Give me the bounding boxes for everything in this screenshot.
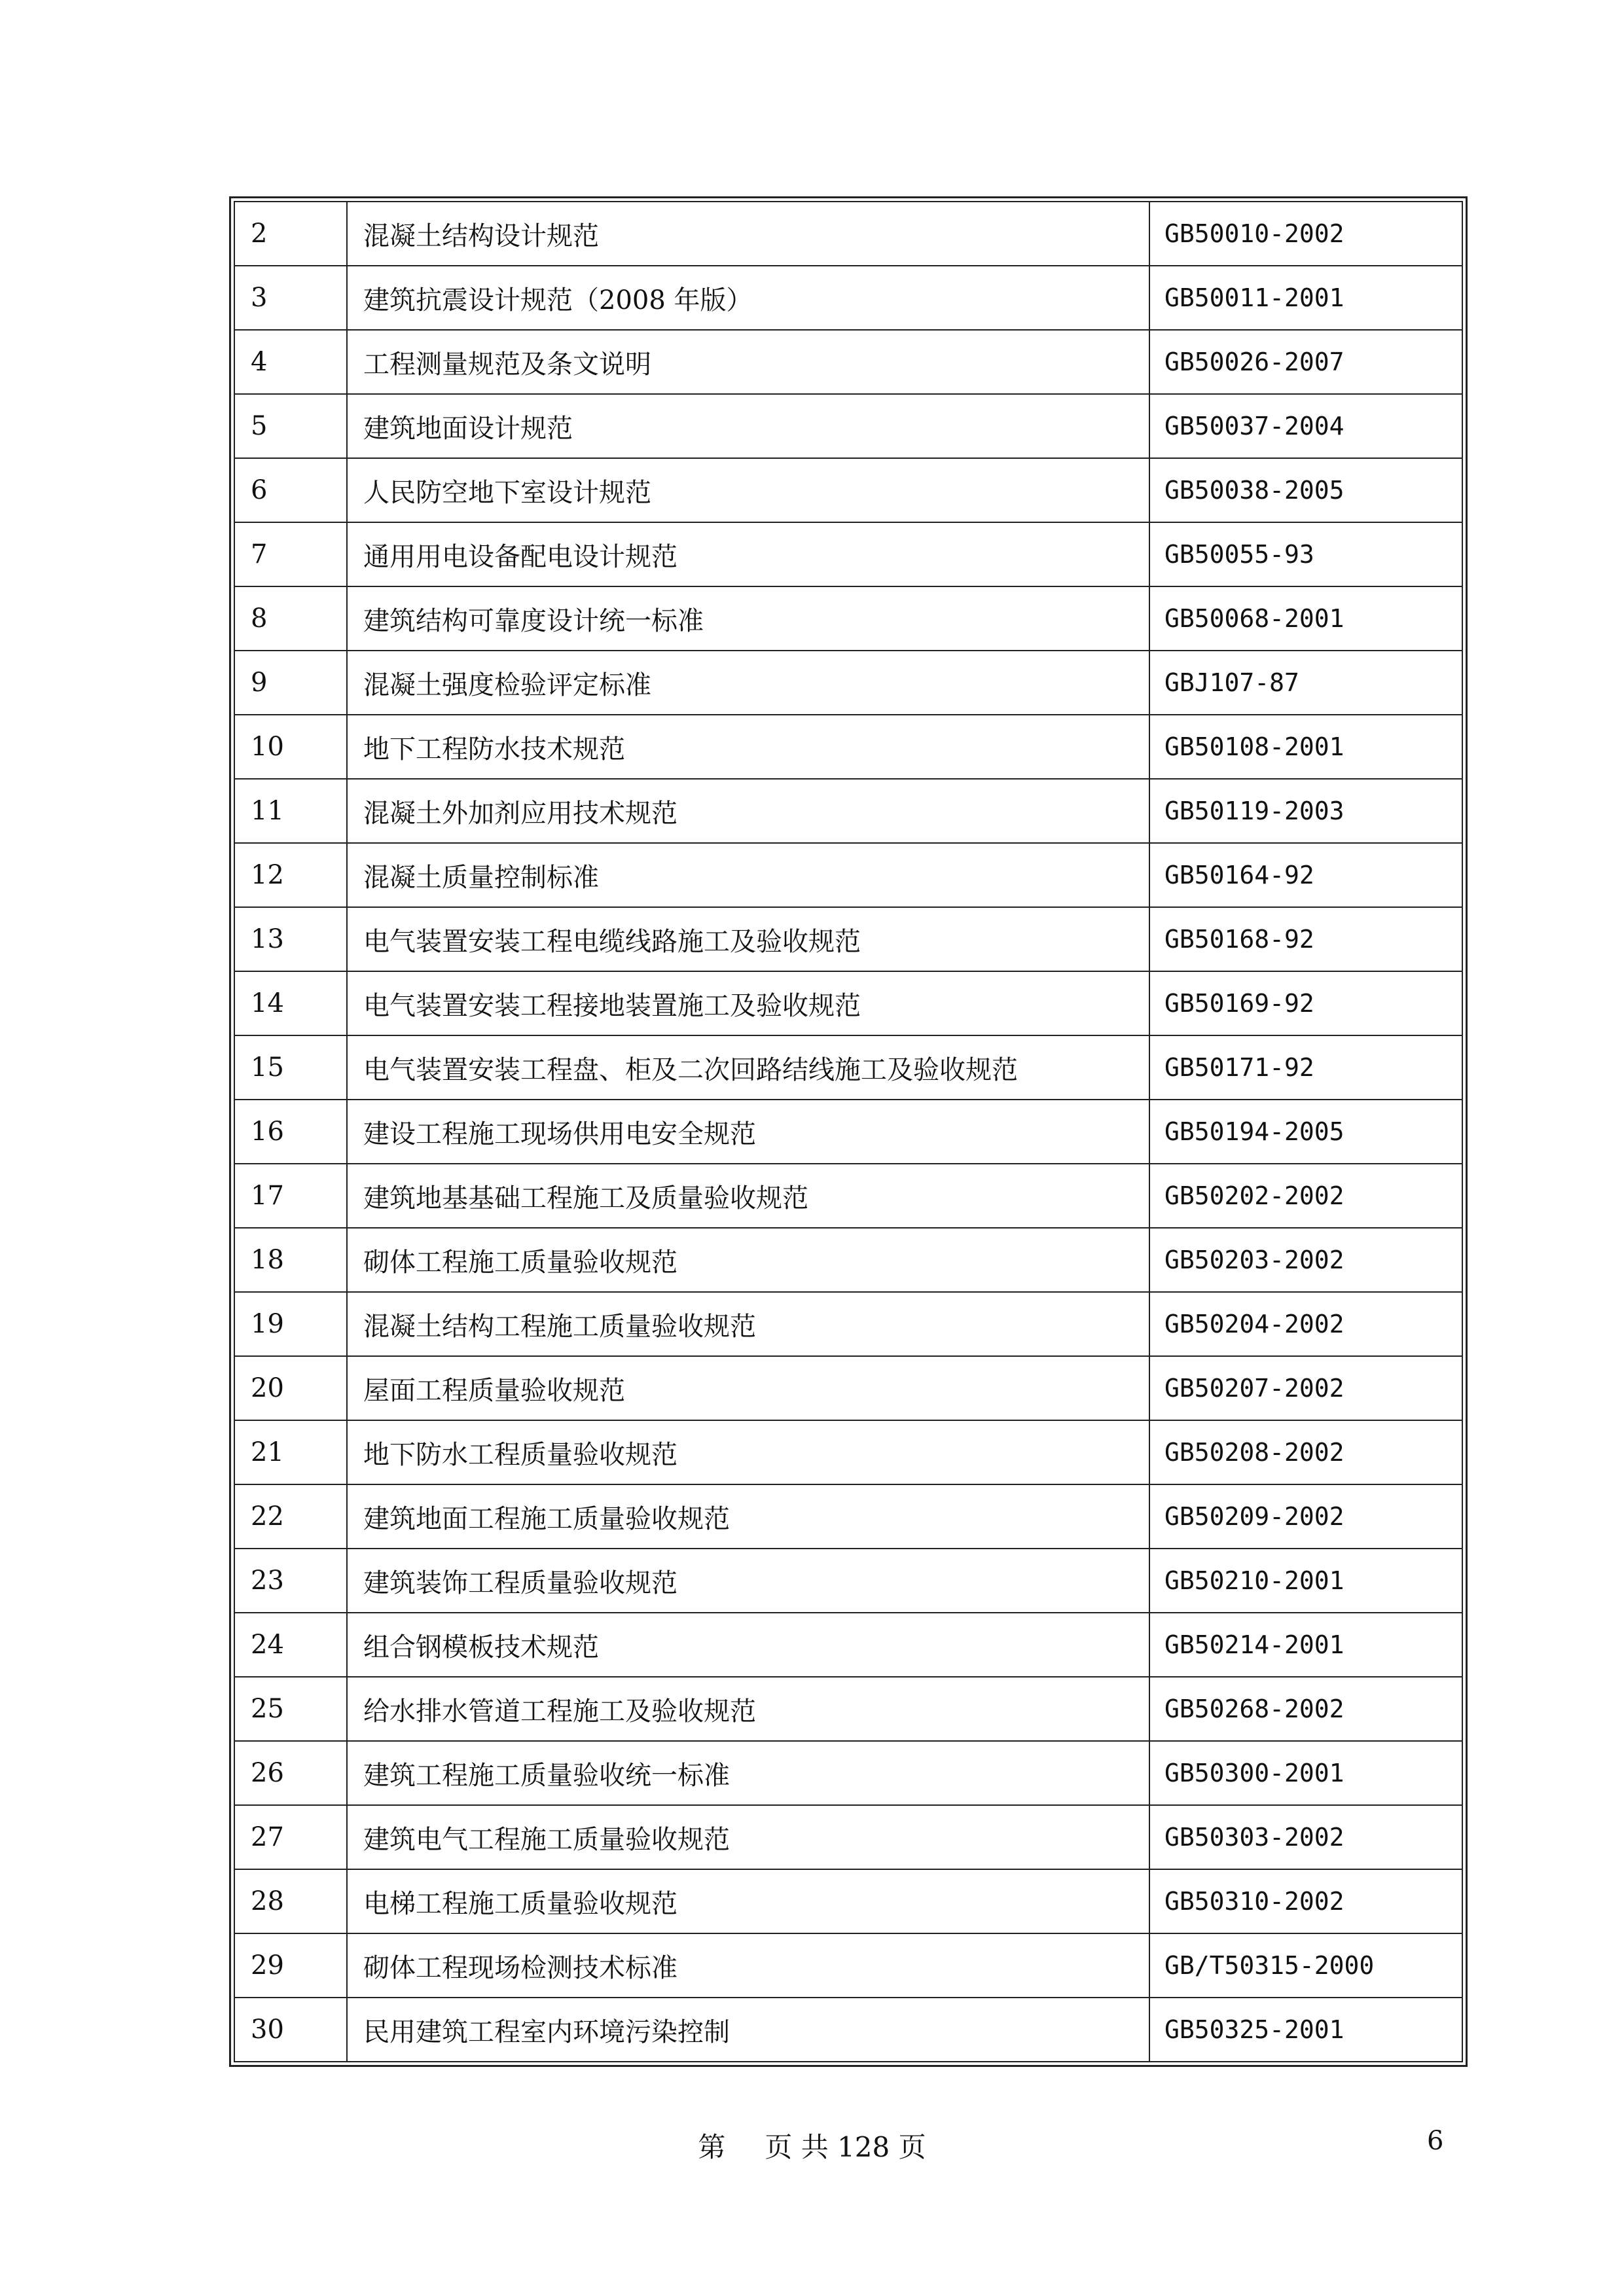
standard-code-cell: GB50055-93 [1149, 522, 1462, 586]
standard-code-cell: GB50310-2002 [1149, 1869, 1462, 1933]
standard-code-cell: GB50204-2002 [1149, 1292, 1462, 1356]
row-number-cell: 9 [234, 651, 347, 715]
standard-code-cell: GB50194-2005 [1149, 1100, 1462, 1164]
row-number-cell: 19 [234, 1292, 347, 1356]
table-row [234, 1228, 1462, 1292]
standard-name-cell: 建筑电气工程施工质量验收规范 [347, 1805, 1149, 1869]
standard-code-cell: GB50119-2003 [1149, 779, 1462, 843]
standard-code-cell: GB50038-2005 [1149, 458, 1462, 522]
page-footer [0, 2126, 1624, 2165]
row-number-cell: 25 [234, 1677, 347, 1741]
standard-name-cell: 混凝土质量控制标准 [347, 843, 1149, 907]
table-row [234, 586, 1462, 651]
table-row [234, 651, 1462, 715]
standard-name-cell: 砌体工程现场检测技术标准 [347, 1933, 1149, 1998]
standard-code-cell: GB50303-2002 [1149, 1805, 1462, 1869]
table-row [234, 1356, 1462, 1420]
standard-code-cell: GB50169-92 [1149, 971, 1462, 1035]
standard-name-cell: 建筑结构可靠度设计统一标准 [347, 586, 1149, 651]
standard-code-cell: GB50068-2001 [1149, 586, 1462, 651]
table-row [234, 1164, 1462, 1228]
row-number-cell: 23 [234, 1549, 347, 1613]
table-row [234, 1420, 1462, 1484]
standard-code-cell: GB50171-92 [1149, 1035, 1462, 1100]
row-number-cell: 29 [234, 1933, 347, 1998]
standard-name-cell: 地下工程防水技术规范 [347, 715, 1149, 779]
standard-name-cell: 电气装置安装工程盘、柜及二次回路结线施工及验收规范 [347, 1035, 1149, 1100]
table-row [234, 715, 1462, 779]
standard-code-cell: GB50010-2002 [1149, 202, 1462, 266]
row-number-cell: 26 [234, 1741, 347, 1805]
standard-name-cell: 建设工程施工现场供用电安全规范 [347, 1100, 1149, 1164]
standard-name-cell: 给水排水管道工程施工及验收规范 [347, 1677, 1149, 1741]
table-row [234, 330, 1462, 394]
standard-code-cell: GB50026-2007 [1149, 330, 1462, 394]
table-row [234, 843, 1462, 907]
standard-code-cell: GB50214-2001 [1149, 1613, 1462, 1677]
table-row [234, 1292, 1462, 1356]
row-number-cell: 27 [234, 1805, 347, 1869]
row-number-cell: 8 [234, 586, 347, 651]
table-row [234, 522, 1462, 586]
table-row [234, 1484, 1462, 1549]
standard-name-cell: 建筑地基基础工程施工及质量验收规范 [347, 1164, 1149, 1228]
standard-code-cell: GB50325-2001 [1149, 1998, 1462, 2062]
standard-code-cell: GB50203-2002 [1149, 1228, 1462, 1292]
standard-name-cell: 电气装置安装工程电缆线路施工及验收规范 [347, 907, 1149, 971]
row-number-cell: 17 [234, 1164, 347, 1228]
standard-name-cell: 民用建筑工程室内环境污染控制 [347, 1998, 1149, 2062]
table-row [234, 1549, 1462, 1613]
standard-name-cell: 组合钢模板技术规范 [347, 1613, 1149, 1677]
row-number-cell: 10 [234, 715, 347, 779]
standard-name-cell: 屋面工程质量验收规范 [347, 1356, 1149, 1420]
table-row [234, 1677, 1462, 1741]
standard-name-cell: 电气装置安装工程接地装置施工及验收规范 [347, 971, 1149, 1035]
row-number-cell: 20 [234, 1356, 347, 1420]
row-number-cell: 28 [234, 1869, 347, 1933]
standard-code-cell: GB50037-2004 [1149, 394, 1462, 458]
standards-table [234, 201, 1463, 2062]
row-number-cell: 13 [234, 907, 347, 971]
row-number-cell: 12 [234, 843, 347, 907]
table-row [234, 779, 1462, 843]
standard-name-cell: 砌体工程施工质量验收规范 [347, 1228, 1149, 1292]
standard-code-cell: GB50207-2002 [1149, 1356, 1462, 1420]
standard-code-cell: GBJ107-87 [1149, 651, 1462, 715]
standards-table-frame [229, 196, 1468, 2067]
row-number-cell: 30 [234, 1998, 347, 2062]
standard-name-cell: 混凝土结构设计规范 [347, 202, 1149, 266]
standard-code-cell: GB50011-2001 [1149, 266, 1462, 330]
standard-name-cell: 建筑地面设计规范 [347, 394, 1149, 458]
table-row [234, 266, 1462, 330]
row-number-cell: 18 [234, 1228, 347, 1292]
standard-code-cell: GB50210-2001 [1149, 1549, 1462, 1613]
row-number-cell: 2 [234, 202, 347, 266]
row-number-cell: 11 [234, 779, 347, 843]
table-row [234, 1933, 1462, 1998]
table-row [234, 394, 1462, 458]
row-number-cell: 16 [234, 1100, 347, 1164]
standard-code-cell: GB50209-2002 [1149, 1484, 1462, 1549]
standard-name-cell: 电梯工程施工质量验收规范 [347, 1869, 1149, 1933]
row-number-cell: 5 [234, 394, 347, 458]
table-row [234, 971, 1462, 1035]
standard-name-cell: 工程测量规范及条文说明 [347, 330, 1149, 394]
standard-name-cell: 混凝土外加剂应用技术规范 [347, 779, 1149, 843]
standard-code-cell: GB/T50315-2000 [1149, 1933, 1462, 1998]
row-number-cell: 6 [234, 458, 347, 522]
row-number-cell: 3 [234, 266, 347, 330]
footer-total-pages: 页 共 128 [765, 2131, 890, 2163]
standard-code-cell: GB50268-2002 [1149, 1677, 1462, 1741]
standard-name-cell: 建筑工程施工质量验收统一标准 [347, 1741, 1149, 1805]
table-row [234, 1998, 1462, 2062]
standard-code-cell: GB50300-2001 [1149, 1741, 1462, 1805]
row-number-cell: 21 [234, 1420, 347, 1484]
standard-code-cell: GB50168-92 [1149, 907, 1462, 971]
standard-name-cell: 建筑地面工程施工质量验收规范 [347, 1484, 1149, 1549]
row-number-cell: 15 [234, 1035, 347, 1100]
standard-code-cell: GB50108-2001 [1149, 715, 1462, 779]
table-row [234, 202, 1462, 266]
table-row [234, 1869, 1462, 1933]
footer-prefix: 第 [698, 2131, 726, 2163]
standard-name-cell: 混凝土强度检验评定标准 [347, 651, 1149, 715]
table-row [234, 1100, 1462, 1164]
table-row [234, 1805, 1462, 1869]
standard-name-cell: 地下防水工程质量验收规范 [347, 1420, 1149, 1484]
row-number-cell: 7 [234, 522, 347, 586]
standard-name-cell: 建筑装饰工程质量验收规范 [347, 1549, 1149, 1613]
row-number-cell: 4 [234, 330, 347, 394]
standard-code-cell: GB50208-2002 [1149, 1420, 1462, 1484]
standard-code-cell: GB50202-2002 [1149, 1164, 1462, 1228]
row-number-cell: 24 [234, 1613, 347, 1677]
table-row [234, 458, 1462, 522]
standard-name-cell: 人民防空地下室设计规范 [347, 458, 1149, 522]
standard-code-cell: GB50164-92 [1149, 843, 1462, 907]
table-row [234, 1035, 1462, 1100]
table-row [234, 1613, 1462, 1677]
standard-name-cell: 建筑抗震设计规范（2008 年版） [347, 266, 1149, 330]
standards-table-body [234, 202, 1462, 2062]
table-row [234, 1741, 1462, 1805]
table-row [234, 907, 1462, 971]
standard-name-cell: 通用用电设备配电设计规范 [347, 522, 1149, 586]
standard-name-cell: 混凝土结构工程施工质量验收规范 [347, 1292, 1149, 1356]
row-number-cell: 14 [234, 971, 347, 1035]
page-number: 6 [1427, 2126, 1444, 2156]
footer-suffix: 页 [898, 2131, 926, 2163]
row-number-cell: 22 [234, 1484, 347, 1549]
